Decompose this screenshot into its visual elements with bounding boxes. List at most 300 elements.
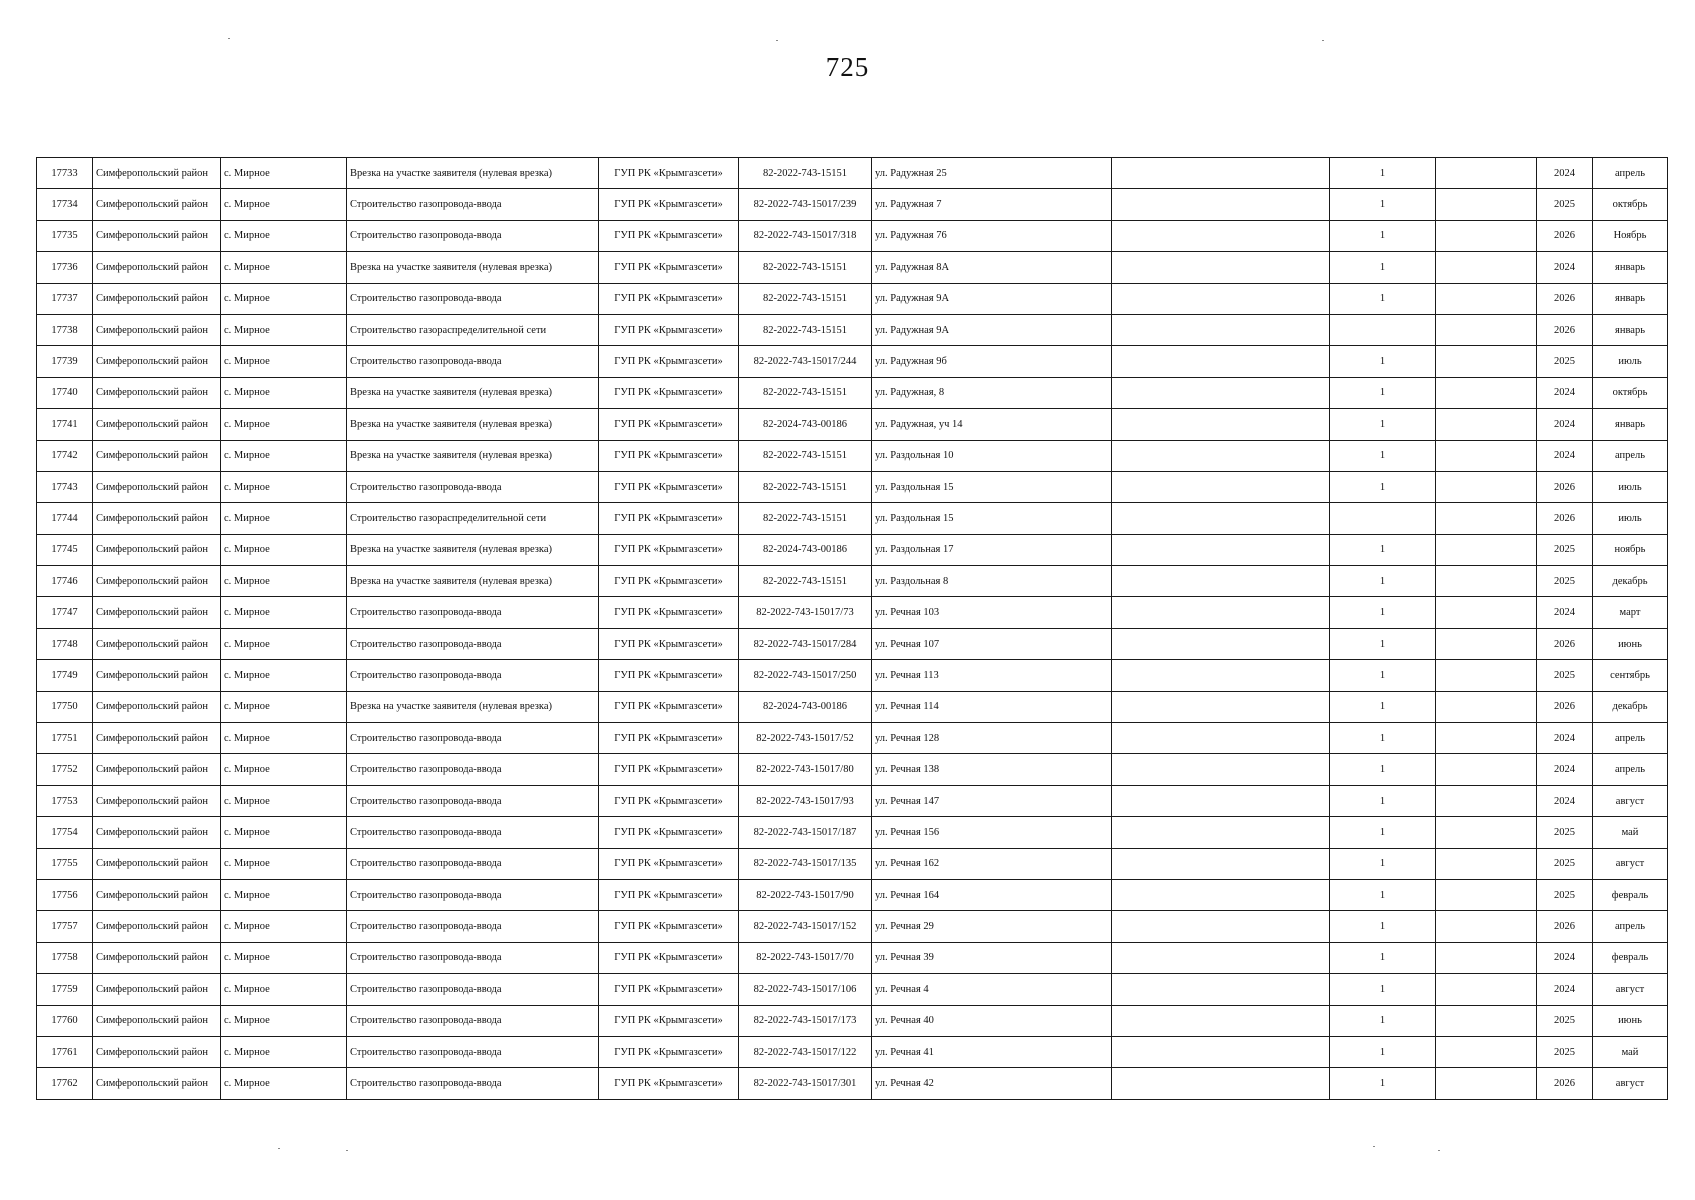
cell-year: 2026 <box>1537 314 1593 345</box>
cell-district: Симферопольский район <box>93 817 221 848</box>
cell-code: 82-2022-743-15151 <box>739 158 872 189</box>
cell-address: ул. Речная 164 <box>872 879 1112 910</box>
cell-code: 82-2022-743-15017/135 <box>739 848 872 879</box>
cell-empty <box>1112 942 1330 973</box>
cell-address: ул. Речная 107 <box>872 628 1112 659</box>
cell-empty <box>1112 252 1330 283</box>
cell-work-type: Строительство газораспределительной сети <box>347 314 599 345</box>
cell-locality: с. Мирное <box>221 471 347 502</box>
cell-empty <box>1436 189 1537 220</box>
cell-month: апрель <box>1593 911 1668 942</box>
cell-locality: с. Мирное <box>221 189 347 220</box>
cell-district: Симферопольский район <box>93 597 221 628</box>
cell-address: ул. Речная 162 <box>872 848 1112 879</box>
cell-address: ул. Радужная 7 <box>872 189 1112 220</box>
cell-empty <box>1112 723 1330 754</box>
cell-organization: ГУП РК «Крымгазсети» <box>599 911 739 942</box>
cell-month: август <box>1593 974 1668 1005</box>
cell-organization: ГУП РК «Крымгазсети» <box>599 660 739 691</box>
cell-month: февраль <box>1593 942 1668 973</box>
cell-district: Симферопольский район <box>93 158 221 189</box>
cell-number: 17737 <box>37 283 93 314</box>
cell-number: 17734 <box>37 189 93 220</box>
cell-empty <box>1436 283 1537 314</box>
cell-organization: ГУП РК «Крымгазсети» <box>599 566 739 597</box>
cell-code: 82-2022-743-15017/187 <box>739 817 872 848</box>
cell-empty <box>1436 566 1537 597</box>
cell-organization: ГУП РК «Крымгазсети» <box>599 691 739 722</box>
cell-district: Симферопольский район <box>93 1005 221 1036</box>
cell-number: 17749 <box>37 660 93 691</box>
cell-district: Симферопольский район <box>93 440 221 471</box>
table-row <box>37 158 1668 189</box>
cell-work-type: Строительство газопровода-ввода <box>347 220 599 251</box>
cell-number: 17761 <box>37 1036 93 1067</box>
cell-locality: с. Мирное <box>221 158 347 189</box>
cell-month: декабрь <box>1593 566 1668 597</box>
cell-work-type: Врезка на участке заявителя (нулевая врезка) <box>347 158 599 189</box>
cell-quantity: 1 <box>1330 346 1436 377</box>
table-row <box>37 597 1668 628</box>
cell-month: январь <box>1593 252 1668 283</box>
cell-locality: с. Мирное <box>221 691 347 722</box>
cell-locality: с. Мирное <box>221 660 347 691</box>
cell-empty <box>1112 597 1330 628</box>
cell-empty <box>1436 974 1537 1005</box>
cell-locality: с. Мирное <box>221 879 347 910</box>
cell-quantity: 1 <box>1330 534 1436 565</box>
table-row <box>37 252 1668 283</box>
cell-work-type: Строительство газопровода-ввода <box>347 785 599 816</box>
cell-district: Симферопольский район <box>93 1036 221 1067</box>
cell-number: 17744 <box>37 503 93 534</box>
cell-locality: с. Мирное <box>221 597 347 628</box>
cell-empty <box>1112 314 1330 345</box>
cell-year: 2026 <box>1537 471 1593 502</box>
cell-empty <box>1436 440 1537 471</box>
cell-code: 82-2022-743-15017/244 <box>739 346 872 377</box>
cell-year: 2024 <box>1537 409 1593 440</box>
cell-number: 17739 <box>37 346 93 377</box>
table-row <box>37 785 1668 816</box>
cell-locality: с. Мирное <box>221 942 347 973</box>
cell-work-type: Строительство газопровода-ввода <box>347 597 599 628</box>
cell-year: 2025 <box>1537 848 1593 879</box>
cell-code: 82-2022-743-15151 <box>739 440 872 471</box>
table-row <box>37 942 1668 973</box>
cell-district: Симферопольский район <box>93 346 221 377</box>
cell-empty <box>1436 377 1537 408</box>
cell-empty <box>1112 158 1330 189</box>
cell-month: ноябрь <box>1593 534 1668 565</box>
cell-quantity: 1 <box>1330 220 1436 251</box>
cell-code: 82-2022-743-15017/73 <box>739 597 872 628</box>
cell-empty <box>1436 817 1537 848</box>
cell-quantity: 1 <box>1330 158 1436 189</box>
cell-empty <box>1112 754 1330 785</box>
table-row <box>37 377 1668 408</box>
cell-code: 82-2022-743-15151 <box>739 252 872 283</box>
cell-work-type: Врезка на участке заявителя (нулевая врезка) <box>347 252 599 283</box>
cell-work-type: Строительство газопровода-ввода <box>347 848 599 879</box>
cell-quantity: 1 <box>1330 597 1436 628</box>
cell-number: 17753 <box>37 785 93 816</box>
cell-code: 82-2022-743-15017/70 <box>739 942 872 973</box>
cell-locality: с. Мирное <box>221 1036 347 1067</box>
cell-organization: ГУП РК «Крымгазсети» <box>599 409 739 440</box>
cell-year: 2025 <box>1537 817 1593 848</box>
cell-year: 2026 <box>1537 1068 1593 1099</box>
cell-year: 2025 <box>1537 566 1593 597</box>
cell-organization: ГУП РК «Крымгазсети» <box>599 597 739 628</box>
cell-quantity: 1 <box>1330 879 1436 910</box>
cell-empty <box>1112 471 1330 502</box>
table-body <box>37 158 1668 1100</box>
cell-address: ул. Речная 39 <box>872 942 1112 973</box>
cell-number: 17740 <box>37 377 93 408</box>
cell-empty <box>1436 252 1537 283</box>
cell-locality: с. Мирное <box>221 723 347 754</box>
cell-work-type: Строительство газораспределительной сети <box>347 503 599 534</box>
cell-year: 2025 <box>1537 660 1593 691</box>
table-row <box>37 440 1668 471</box>
table-row <box>37 471 1668 502</box>
cell-empty <box>1112 503 1330 534</box>
cell-locality: с. Мирное <box>221 503 347 534</box>
cell-quantity: 1 <box>1330 848 1436 879</box>
cell-address: ул. Речная 138 <box>872 754 1112 785</box>
cell-district: Симферопольский район <box>93 377 221 408</box>
cell-quantity: 1 <box>1330 1005 1436 1036</box>
cell-address: ул. Раздольная 17 <box>872 534 1112 565</box>
cell-work-type: Строительство газопровода-ввода <box>347 911 599 942</box>
cell-empty <box>1436 503 1537 534</box>
cell-number: 17748 <box>37 628 93 659</box>
cell-year: 2026 <box>1537 691 1593 722</box>
cell-work-type: Строительство газопровода-ввода <box>347 346 599 377</box>
cell-quantity: 1 <box>1330 252 1436 283</box>
cell-organization: ГУП РК «Крымгазсети» <box>599 723 739 754</box>
cell-year: 2025 <box>1537 189 1593 220</box>
cell-locality: с. Мирное <box>221 848 347 879</box>
cell-month: февраль <box>1593 879 1668 910</box>
cell-month: август <box>1593 848 1668 879</box>
cell-district: Симферопольский район <box>93 723 221 754</box>
cell-year: 2024 <box>1537 723 1593 754</box>
cell-empty <box>1436 1005 1537 1036</box>
cell-code: 82-2022-743-15017/173 <box>739 1005 872 1036</box>
cell-year: 2026 <box>1537 911 1593 942</box>
cell-quantity: 1 <box>1330 974 1436 1005</box>
cell-district: Симферопольский район <box>93 409 221 440</box>
table-row <box>37 723 1668 754</box>
cell-organization: ГУП РК «Крымгазсети» <box>599 314 739 345</box>
cell-code: 82-2022-743-15017/239 <box>739 189 872 220</box>
cell-code: 82-2022-743-15017/93 <box>739 785 872 816</box>
cell-organization: ГУП РК «Крымгазсети» <box>599 252 739 283</box>
table-row <box>37 566 1668 597</box>
cell-empty <box>1436 879 1537 910</box>
cell-empty <box>1112 440 1330 471</box>
cell-number: 17754 <box>37 817 93 848</box>
cell-empty <box>1112 691 1330 722</box>
cell-quantity: 1 <box>1330 691 1436 722</box>
cell-number: 17760 <box>37 1005 93 1036</box>
cell-month: апрель <box>1593 440 1668 471</box>
cell-year: 2025 <box>1537 346 1593 377</box>
cell-quantity: 1 <box>1330 754 1436 785</box>
cell-code: 82-2022-743-15017/301 <box>739 1068 872 1099</box>
cell-district: Симферопольский район <box>93 1068 221 1099</box>
cell-code: 82-2022-743-15151 <box>739 377 872 408</box>
cell-number: 17746 <box>37 566 93 597</box>
cell-locality: с. Мирное <box>221 628 347 659</box>
cell-address: ул. Речная 4 <box>872 974 1112 1005</box>
cell-locality: с. Мирное <box>221 252 347 283</box>
cell-code: 82-2022-743-15017/52 <box>739 723 872 754</box>
cell-locality: с. Мирное <box>221 911 347 942</box>
cell-code: 82-2022-743-15017/250 <box>739 660 872 691</box>
cell-code: 82-2022-743-15151 <box>739 471 872 502</box>
cell-number: 17742 <box>37 440 93 471</box>
cell-locality: с. Мирное <box>221 1005 347 1036</box>
cell-address: ул. Радужная 9А <box>872 283 1112 314</box>
cell-work-type: Строительство газопровода-ввода <box>347 471 599 502</box>
cell-organization: ГУП РК «Крымгазсети» <box>599 503 739 534</box>
cell-year: 2026 <box>1537 503 1593 534</box>
cell-number: 17738 <box>37 314 93 345</box>
cell-empty <box>1112 848 1330 879</box>
cell-code: 82-2022-743-15017/122 <box>739 1036 872 1067</box>
cell-empty <box>1436 628 1537 659</box>
cell-work-type: Врезка на участке заявителя (нулевая врезка) <box>347 534 599 565</box>
cell-year: 2024 <box>1537 597 1593 628</box>
cell-work-type: Строительство газопровода-ввода <box>347 660 599 691</box>
cell-empty <box>1112 974 1330 1005</box>
table-row <box>37 1036 1668 1067</box>
cell-address: ул. Речная 29 <box>872 911 1112 942</box>
cell-month: июль <box>1593 471 1668 502</box>
cell-empty <box>1436 158 1537 189</box>
cell-locality: с. Мирное <box>221 534 347 565</box>
cell-address: ул. Радужная, 8 <box>872 377 1112 408</box>
cell-locality: с. Мирное <box>221 440 347 471</box>
cell-organization: ГУП РК «Крымгазсети» <box>599 942 739 973</box>
cell-quantity: 1 <box>1330 409 1436 440</box>
cell-work-type: Строительство газопровода-ввода <box>347 1036 599 1067</box>
table-row <box>37 691 1668 722</box>
cell-month: март <box>1593 597 1668 628</box>
cell-work-type: Строительство газопровода-ввода <box>347 942 599 973</box>
cell-empty <box>1436 409 1537 440</box>
table-row <box>37 660 1668 691</box>
cell-empty <box>1112 534 1330 565</box>
table-row <box>37 503 1668 534</box>
cell-work-type: Строительство газопровода-ввода <box>347 283 599 314</box>
cell-organization: ГУП РК «Крымгазсети» <box>599 817 739 848</box>
cell-address: ул. Речная 156 <box>872 817 1112 848</box>
cell-empty <box>1436 691 1537 722</box>
cell-address: ул. Речная 42 <box>872 1068 1112 1099</box>
cell-address: ул. Раздольная 15 <box>872 471 1112 502</box>
cell-quantity: 1 <box>1330 377 1436 408</box>
cell-work-type: Строительство газопровода-ввода <box>347 189 599 220</box>
cell-month: декабрь <box>1593 691 1668 722</box>
cell-year: 2026 <box>1537 220 1593 251</box>
cell-year: 2024 <box>1537 377 1593 408</box>
cell-organization: ГУП РК «Крымгазсети» <box>599 1036 739 1067</box>
cell-empty <box>1436 534 1537 565</box>
cell-empty <box>1112 1005 1330 1036</box>
cell-empty <box>1112 377 1330 408</box>
cell-quantity: 1 <box>1330 660 1436 691</box>
cell-empty <box>1112 911 1330 942</box>
table-row <box>37 534 1668 565</box>
cell-year: 2024 <box>1537 440 1593 471</box>
table-row <box>37 911 1668 942</box>
cell-empty <box>1112 346 1330 377</box>
cell-district: Симферопольский район <box>93 691 221 722</box>
cell-number: 17757 <box>37 911 93 942</box>
cell-empty <box>1436 848 1537 879</box>
cell-code: 82-2024-743-00186 <box>739 534 872 565</box>
cell-year: 2024 <box>1537 785 1593 816</box>
cell-empty <box>1112 283 1330 314</box>
cell-work-type: Строительство газопровода-ввода <box>347 879 599 910</box>
cell-month: октябрь <box>1593 189 1668 220</box>
cell-year: 2025 <box>1537 534 1593 565</box>
cell-number: 17755 <box>37 848 93 879</box>
cell-organization: ГУП РК «Крымгазсети» <box>599 346 739 377</box>
cell-locality: с. Мирное <box>221 974 347 1005</box>
cell-empty <box>1112 566 1330 597</box>
cell-number: 17743 <box>37 471 93 502</box>
table-row <box>37 314 1668 345</box>
cell-year: 2024 <box>1537 942 1593 973</box>
cell-quantity: 1 <box>1330 785 1436 816</box>
cell-empty <box>1112 220 1330 251</box>
cell-locality: с. Мирное <box>221 785 347 816</box>
cell-empty <box>1112 1036 1330 1067</box>
cell-empty <box>1436 660 1537 691</box>
table-row <box>37 817 1668 848</box>
cell-empty <box>1112 785 1330 816</box>
cell-address: ул. Радужная 9А <box>872 314 1112 345</box>
cell-district: Симферопольский район <box>93 189 221 220</box>
cell-address: ул. Речная 103 <box>872 597 1112 628</box>
cell-month: май <box>1593 1036 1668 1067</box>
cell-organization: ГУП РК «Крымгазсети» <box>599 1005 739 1036</box>
cell-district: Симферопольский район <box>93 942 221 973</box>
cell-code: 82-2022-743-15017/284 <box>739 628 872 659</box>
cell-month: июнь <box>1593 1005 1668 1036</box>
cell-organization: ГУП РК «Крымгазсети» <box>599 974 739 1005</box>
table-row <box>37 879 1668 910</box>
cell-code: 82-2022-743-15151 <box>739 503 872 534</box>
cell-address: ул. Речная 128 <box>872 723 1112 754</box>
cell-district: Симферопольский район <box>93 628 221 659</box>
cell-district: Симферопольский район <box>93 879 221 910</box>
cell-work-type: Врезка на участке заявителя (нулевая врезка) <box>347 691 599 722</box>
cell-organization: ГУП РК «Крымгазсети» <box>599 158 739 189</box>
table-row <box>37 848 1668 879</box>
cell-organization: ГУП РК «Крымгазсети» <box>599 628 739 659</box>
cell-organization: ГУП РК «Крымгазсети» <box>599 283 739 314</box>
cell-locality: с. Мирное <box>221 283 347 314</box>
cell-month: август <box>1593 785 1668 816</box>
cell-organization: ГУП РК «Крымгазсети» <box>599 534 739 565</box>
cell-number: 17762 <box>37 1068 93 1099</box>
cell-number: 17752 <box>37 754 93 785</box>
cell-year: 2024 <box>1537 974 1593 1005</box>
cell-quantity: 1 <box>1330 1068 1436 1099</box>
cell-empty <box>1436 314 1537 345</box>
cell-address: ул. Радужная 76 <box>872 220 1112 251</box>
cell-organization: ГУП РК «Крымгазсети» <box>599 189 739 220</box>
cell-quantity <box>1330 503 1436 534</box>
cell-locality: с. Мирное <box>221 377 347 408</box>
cell-address: ул. Раздольная 15 <box>872 503 1112 534</box>
gas-connection-table <box>36 157 1668 1100</box>
cell-year: 2024 <box>1537 754 1593 785</box>
cell-empty <box>1436 597 1537 628</box>
cell-empty <box>1436 220 1537 251</box>
cell-empty <box>1112 1068 1330 1099</box>
cell-quantity: 1 <box>1330 566 1436 597</box>
cell-organization: ГУП РК «Крымгазсети» <box>599 1068 739 1099</box>
cell-month: апрель <box>1593 754 1668 785</box>
cell-work-type: Врезка на участке заявителя (нулевая врезка) <box>347 377 599 408</box>
cell-month: Ноябрь <box>1593 220 1668 251</box>
cell-district: Симферопольский район <box>93 848 221 879</box>
cell-quantity: 1 <box>1330 911 1436 942</box>
table-row <box>37 189 1668 220</box>
cell-work-type: Строительство газопровода-ввода <box>347 754 599 785</box>
cell-address: ул. Радужная 25 <box>872 158 1112 189</box>
cell-month: январь <box>1593 283 1668 314</box>
cell-quantity <box>1330 314 1436 345</box>
cell-locality: с. Мирное <box>221 817 347 848</box>
cell-organization: ГУП РК «Крымгазсети» <box>599 754 739 785</box>
cell-year: 2026 <box>1537 283 1593 314</box>
cell-empty <box>1436 346 1537 377</box>
cell-year: 2025 <box>1537 1005 1593 1036</box>
cell-address: ул. Речная 113 <box>872 660 1112 691</box>
cell-quantity: 1 <box>1330 942 1436 973</box>
cell-number: 17745 <box>37 534 93 565</box>
page-number: 725 <box>825 52 870 82</box>
cell-empty <box>1436 942 1537 973</box>
cell-district: Симферопольский район <box>93 754 221 785</box>
cell-work-type: Строительство газопровода-ввода <box>347 974 599 1005</box>
cell-month: январь <box>1593 409 1668 440</box>
cell-quantity: 1 <box>1330 628 1436 659</box>
cell-year: 2026 <box>1537 628 1593 659</box>
cell-organization: ГУП РК «Крымгазсети» <box>599 848 739 879</box>
cell-address: ул. Радужная, уч 14 <box>872 409 1112 440</box>
cell-district: Симферопольский район <box>93 252 221 283</box>
cell-locality: с. Мирное <box>221 220 347 251</box>
table-row <box>37 1068 1668 1099</box>
cell-quantity: 1 <box>1330 440 1436 471</box>
cell-year: 2025 <box>1537 879 1593 910</box>
table-row <box>37 974 1668 1005</box>
cell-month: январь <box>1593 314 1668 345</box>
cell-organization: ГУП РК «Крымгазсети» <box>599 879 739 910</box>
cell-district: Симферопольский район <box>93 503 221 534</box>
cell-code: 82-2024-743-00186 <box>739 691 872 722</box>
cell-locality: с. Мирное <box>221 566 347 597</box>
